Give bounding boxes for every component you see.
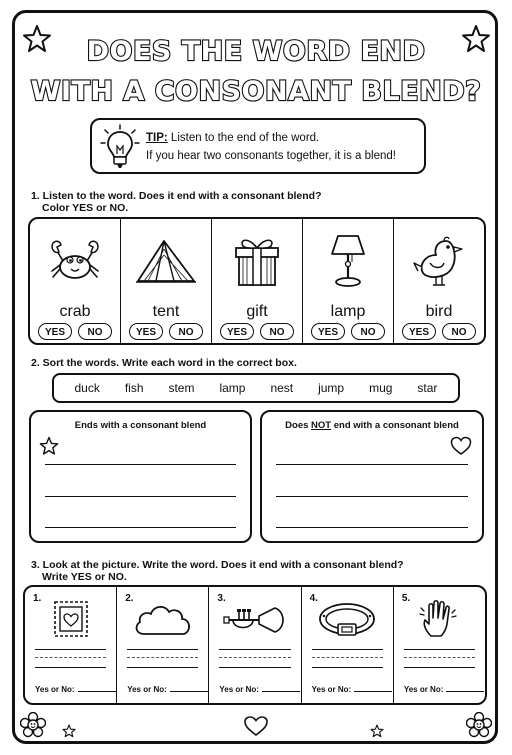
question-3-text: 3. Look at the picture. Write the word. Does it end with a consonant blend? (31, 559, 404, 571)
title-emphasis: NOT (311, 420, 332, 431)
yes-no-label: Yes or No: (35, 685, 75, 694)
title-post: end with a consonant blend (331, 420, 459, 431)
listen-cards-row (28, 217, 486, 345)
question-3 (31, 559, 404, 583)
word-label: lamp (330, 303, 366, 320)
write-card (25, 587, 117, 703)
answer-blank[interactable] (170, 691, 208, 692)
writing-line[interactable] (276, 496, 468, 497)
belt-icon (316, 600, 378, 638)
flower-icon (20, 712, 46, 738)
lightbulb-icon (100, 124, 140, 170)
no-option[interactable]: NO (351, 323, 385, 340)
cloud-icon (132, 601, 194, 637)
answer-blank[interactable] (446, 691, 484, 692)
write-cards-row (23, 585, 487, 705)
yes-no-label: Yes or No: (219, 685, 259, 694)
writing-line[interactable] (219, 649, 290, 650)
writing-line[interactable] (35, 667, 106, 668)
word-bank-item: star (417, 381, 438, 395)
listen-card-gift (212, 219, 303, 343)
word-label: crab (59, 303, 91, 320)
writing-guide (127, 657, 198, 658)
no-option[interactable]: NO (442, 323, 476, 340)
yes-no-prompt[interactable] (35, 685, 116, 694)
gift-icon (231, 233, 283, 289)
question-2 (31, 357, 297, 369)
word-label: gift (246, 303, 268, 320)
word-bank-item: stem (168, 381, 195, 395)
answer-blank[interactable] (262, 691, 300, 692)
stamp-icon (52, 599, 90, 639)
yes-no-prompt[interactable] (127, 685, 208, 694)
lamp-icon (326, 232, 370, 290)
writing-line[interactable] (45, 527, 236, 528)
word-bank-item: mug (369, 381, 393, 395)
word-bank-item: duck (74, 381, 100, 395)
word-bank-item: nest (270, 381, 294, 395)
yes-option[interactable]: YES (38, 323, 72, 340)
tip-line-2: If you hear two consonants together, it is a blend! (146, 150, 396, 162)
star-icon (62, 724, 76, 738)
writing-line[interactable] (312, 667, 383, 668)
question-1-instruction: Color YES or NO. (42, 202, 129, 214)
writing-guide (219, 657, 290, 658)
tip-line-1: Listen to the end of the word. (167, 132, 320, 144)
writing-guide (35, 657, 106, 658)
listen-card-tent (121, 219, 212, 343)
no-option[interactable]: NO (78, 323, 112, 340)
item-number: 1. (33, 593, 42, 604)
bird-icon (412, 233, 466, 289)
yes-no-label: Yes or No: (127, 685, 167, 694)
yes-no-prompt[interactable] (404, 685, 485, 694)
writing-line[interactable] (219, 667, 290, 668)
title-pre: Does (285, 420, 312, 431)
writing-line[interactable] (312, 649, 383, 650)
word-label: bird (425, 303, 453, 320)
writing-line[interactable] (127, 649, 198, 650)
sort-box-blend-title: Ends with a consonant blend (74, 420, 207, 431)
listen-card-lamp (303, 219, 394, 343)
yes-option[interactable]: YES (220, 323, 254, 340)
write-card (302, 587, 394, 703)
page-title-line-2: WITH A CONSONANT BLEND? (30, 76, 482, 107)
sort-box-no-blend (260, 410, 484, 543)
tip-label: TIP: (146, 132, 168, 144)
writing-line[interactable] (276, 464, 468, 465)
listen-card-crab (30, 219, 121, 343)
answer-blank[interactable] (354, 691, 392, 692)
question-1 (31, 190, 322, 214)
tip-box (90, 118, 426, 174)
flower-icon (466, 712, 492, 738)
answer-blank[interactable] (78, 691, 116, 692)
writing-guide (404, 657, 475, 658)
question-2-text: 2. Sort the words. Write each word in the correct box. (31, 357, 297, 369)
writing-line[interactable] (404, 649, 475, 650)
writing-line[interactable] (35, 649, 106, 650)
item-number: 4. (309, 593, 318, 604)
writing-line[interactable] (45, 496, 236, 497)
hand-icon (419, 598, 459, 640)
word-bank-item: lamp (219, 381, 246, 395)
item-number: 5. (401, 593, 411, 604)
page-title-line-1: DOES THE WORD END (86, 36, 426, 67)
listen-card-bird (394, 219, 484, 343)
word-bank-item: jump (318, 381, 345, 395)
question-3-instruction: Write YES or NO. (42, 571, 127, 583)
item-number: 3. (217, 593, 226, 604)
writing-line[interactable] (404, 667, 475, 668)
word-bank (52, 373, 460, 403)
star-icon (39, 436, 59, 456)
writing-line[interactable] (276, 527, 468, 528)
heart-icon (243, 715, 269, 737)
yes-no-label: Yes or No: (311, 685, 352, 694)
heart-icon (450, 436, 472, 456)
writing-guide (312, 657, 383, 658)
yes-no-prompt[interactable] (312, 685, 393, 694)
word-label: tent (152, 303, 180, 320)
write-card (394, 587, 485, 703)
yes-no-prompt[interactable] (219, 685, 300, 694)
writing-line[interactable] (127, 667, 198, 668)
star-icon (370, 724, 384, 738)
write-card (117, 587, 209, 703)
writing-line[interactable] (45, 464, 236, 465)
sort-box-no-blend-title (262, 420, 482, 431)
tent-icon (134, 235, 198, 287)
no-option[interactable]: NO (169, 323, 203, 340)
yes-option[interactable]: YES (311, 323, 345, 340)
word-bank-item: fish (124, 381, 144, 395)
crab-icon (47, 235, 103, 287)
yes-option[interactable]: YES (402, 323, 436, 340)
write-card (209, 587, 301, 703)
yes-option[interactable]: YES (129, 323, 163, 340)
yes-no-label: Yes or No: (403, 685, 444, 694)
trumpet-icon (223, 602, 287, 636)
no-option[interactable]: NO (260, 323, 294, 340)
sort-box-blend (29, 410, 252, 543)
question-1-text: 1. Listen to the word. Does it end with a consonant blend? (31, 190, 322, 202)
item-number: 2. (125, 593, 134, 604)
